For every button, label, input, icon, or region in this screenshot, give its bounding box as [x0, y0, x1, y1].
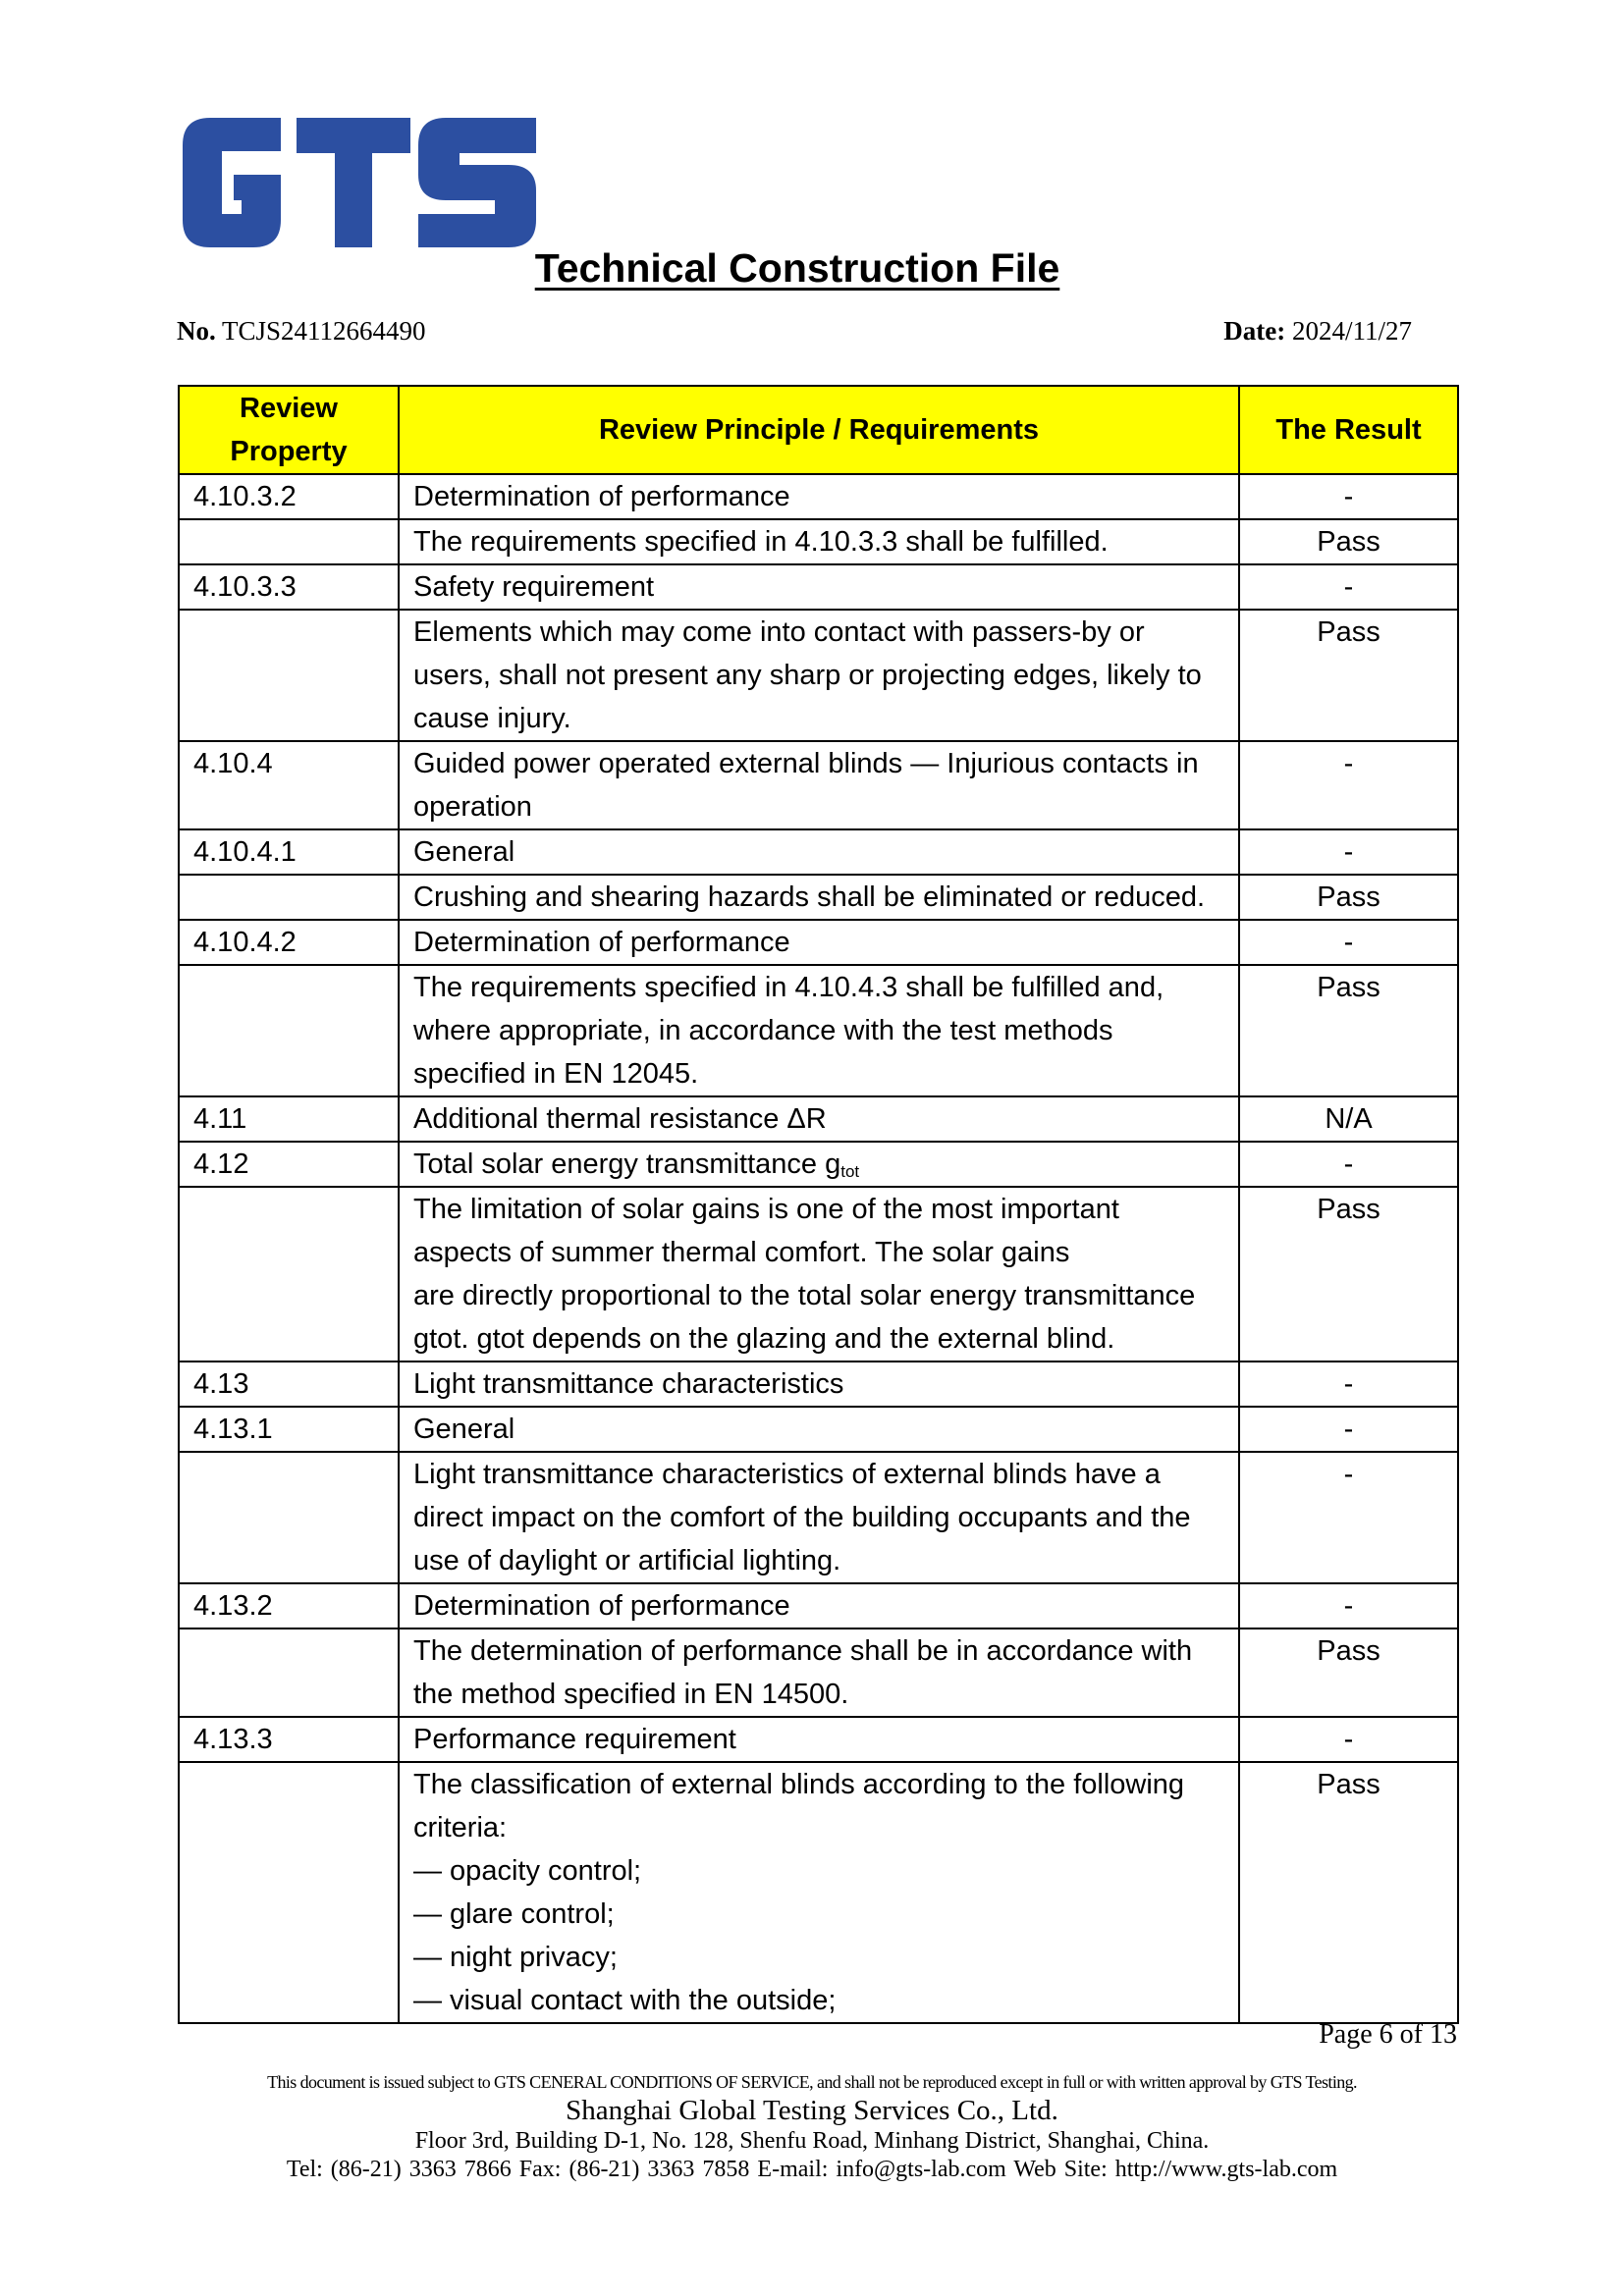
table-row [179, 1717, 1458, 1762]
requirement-cell [399, 965, 1239, 1096]
review-property-cell: 4.10.3.2 [179, 474, 399, 519]
footer-contact: Tel: (86-21) 3363 7866 Fax: (86-21) 3363 7858 E-mail: info@gts-lab.com Web Site: http://www.gts-lab.com [286, 2157, 1338, 2182]
requirement-text-line: Determination of performance [413, 481, 790, 512]
review-property-cell: 4.12 [179, 1142, 399, 1187]
requirement-text-line: specified in EN 12045. [413, 1058, 699, 1090]
result-cell: - [1239, 1362, 1458, 1407]
requirement-cell [399, 474, 1239, 519]
review-property-cell: 4.11 [179, 1096, 399, 1142]
table-row [179, 741, 1458, 829]
requirement-text-line: Light transmittance characteristics of external blinds have a [413, 1459, 1161, 1490]
table-row [179, 1142, 1458, 1187]
result-cell: Pass [1239, 965, 1458, 1096]
requirement-text-line: — visual contact with the outside; [413, 1985, 837, 2016]
result-cell: Pass [1239, 610, 1458, 741]
result-cell: - [1239, 474, 1458, 519]
requirement-cell [399, 741, 1239, 829]
requirement-cell [399, 610, 1239, 741]
table-row [179, 1452, 1458, 1583]
review-property-cell [179, 965, 399, 1096]
result-cell: - [1239, 1717, 1458, 1762]
review-property-cell: 4.10.4.1 [179, 829, 399, 875]
page-number: Page 6 of 13 [1319, 2019, 1457, 2050]
requirement-text-line: operation [413, 791, 532, 823]
requirement-text: Total solar energy transmittance g [413, 1148, 841, 1180]
review-property-cell [179, 1762, 399, 2023]
table-row [179, 1187, 1458, 1362]
requirement-text-line: The requirements specified in 4.10.3.3 shall be fulfilled. [413, 526, 1109, 558]
document-date: Date: 2024/11/27 [1223, 316, 1412, 346]
requirement-text-line: — night privacy; [413, 1942, 618, 1973]
result-cell: - [1239, 1142, 1458, 1187]
table-row [179, 519, 1458, 564]
result-cell: - [1239, 920, 1458, 965]
requirement-text-line: Guided power operated external blinds — Injurious contacts in [413, 748, 1199, 779]
result-cell: N/A [1239, 1096, 1458, 1142]
review-property-cell: 4.13 [179, 1362, 399, 1407]
gts-logo [183, 118, 536, 247]
requirement-text-line: The requirements specified in 4.10.4.3 shall be fulfilled and, [413, 972, 1164, 1003]
document-number: No. TCJS24112664490 [177, 316, 426, 346]
footer-address: Floor 3rd, Building D-1, No. 128, Shenfu Road, Minhang District, Shanghai, China. [414, 2128, 1210, 2154]
requirement-text-line: aspects of summer thermal comfort. The solar gains [413, 1237, 1070, 1268]
requirement-text-line: Safety requirement [413, 571, 655, 603]
requirement-cell [399, 1762, 1239, 2023]
result-cell: Pass [1239, 1762, 1458, 2023]
table-row [179, 1583, 1458, 1629]
requirement-cell [399, 564, 1239, 610]
requirement-text-line: The limitation of solar gains is one of the most important [413, 1194, 1119, 1225]
requirement-text-line: General [413, 1414, 515, 1445]
table-row [179, 610, 1458, 741]
column-header-result: The Result [1239, 386, 1458, 474]
requirement-text-line: — glare control; [413, 1898, 615, 1930]
review-property-cell: 4.13.2 [179, 1583, 399, 1629]
result-cell: Pass [1239, 519, 1458, 564]
requirement-cell [399, 1583, 1239, 1629]
requirement-text-line: Elements which may come into contact with passers-by or [413, 616, 1145, 648]
requirement-cell [399, 1362, 1239, 1407]
requirement-text-line: are directly proportional to the total solar energy transmittance [413, 1280, 1196, 1311]
result-cell: - [1239, 829, 1458, 875]
table-row [179, 920, 1458, 965]
requirement-cell [399, 829, 1239, 875]
requirement-cell [399, 1717, 1239, 1762]
table-row [179, 875, 1458, 920]
result-cell: - [1239, 564, 1458, 610]
result-cell: Pass [1239, 1187, 1458, 1362]
requirement-cell [399, 920, 1239, 965]
review-property-cell: 4.13.3 [179, 1717, 399, 1762]
requirement-text-line: where appropriate, in accordance with the test methods [413, 1015, 1113, 1046]
table-header-row [179, 386, 1458, 474]
requirement-text-line: Crushing and shearing hazards shall be eliminated or reduced. [413, 881, 1206, 913]
requirement-text-line: The determination of performance shall be in accordance with [413, 1635, 1193, 1667]
review-property-cell [179, 1187, 399, 1362]
column-header-property: Review Property [179, 386, 399, 474]
table-row [179, 965, 1458, 1096]
review-property-cell [179, 1629, 399, 1717]
table-row [179, 1362, 1458, 1407]
table-row [179, 1407, 1458, 1452]
requirement-cell [399, 1096, 1239, 1142]
review-table [178, 385, 1459, 2024]
requirement-text-line: criteria: [413, 1812, 508, 1843]
requirement-text-line: Determination of performance [413, 927, 790, 958]
requirement-cell [399, 1629, 1239, 1717]
subscript-text: tot [840, 1162, 860, 1181]
review-property-cell: 4.10.4 [179, 741, 399, 829]
requirement-cell [399, 519, 1239, 564]
table-row [179, 1762, 1458, 2023]
footer-company-name: Shanghai Global Testing Services Co., Ltd. [566, 2095, 1058, 2126]
requirement-text-line: users, shall not present any sharp or projecting edges, likely to [413, 660, 1202, 691]
table-row [179, 474, 1458, 519]
requirement-text-line: the method specified in EN 14500. [413, 1679, 849, 1710]
table-row [179, 564, 1458, 610]
result-cell: - [1239, 741, 1458, 829]
requirement-cell [399, 1142, 1239, 1187]
requirement-cell [399, 1407, 1239, 1452]
requirement-text-line: gtot. gtot depends on the glazing and the external blind. [413, 1323, 1115, 1355]
review-property-cell: 4.13.1 [179, 1407, 399, 1452]
requirement-cell [399, 875, 1239, 920]
requirement-cell [399, 1187, 1239, 1362]
result-cell: - [1239, 1407, 1458, 1452]
column-header-requirements: Review Principle / Requirements [399, 386, 1239, 474]
requirement-text-line [413, 1143, 1224, 1186]
table-row [179, 829, 1458, 875]
document-title: Technical Construction File [534, 245, 1060, 291]
requirement-text-line: Light transmittance characteristics [413, 1368, 844, 1400]
requirement-text-line: — opacity control; [413, 1855, 642, 1887]
review-property-cell: 4.10.3.3 [179, 564, 399, 610]
requirement-text-line: use of daylight or artificial lighting. [413, 1545, 841, 1576]
requirement-cell [399, 1452, 1239, 1583]
result-cell: - [1239, 1452, 1458, 1583]
result-cell: Pass [1239, 875, 1458, 920]
table-row [179, 1096, 1458, 1142]
requirement-text-line: Performance requirement [413, 1724, 736, 1755]
footer-disclaimer: This document is issued subject to GTS CENERAL CONDITIONS OF SERVICE, and shall not be reproduced except in full or with written approval by GTS Testing. [267, 2072, 1357, 2092]
requirement-text-line: cause injury. [413, 703, 571, 734]
table-row [179, 1629, 1458, 1717]
requirement-text-line: General [413, 836, 515, 868]
review-property-cell: 4.10.4.2 [179, 920, 399, 965]
review-property-cell [179, 875, 399, 920]
result-cell: - [1239, 1583, 1458, 1629]
requirement-text-line: direct impact on the comfort of the building occupants and the [413, 1502, 1191, 1533]
requirement-text-line: The classification of external blinds according to the following [413, 1769, 1185, 1800]
requirement-text-line: Determination of performance [413, 1590, 790, 1622]
review-property-cell [179, 1452, 399, 1583]
review-property-cell [179, 610, 399, 741]
result-cell: Pass [1239, 1629, 1458, 1717]
review-property-cell [179, 519, 399, 564]
requirement-text-line: Additional thermal resistance ΔR [413, 1103, 827, 1135]
